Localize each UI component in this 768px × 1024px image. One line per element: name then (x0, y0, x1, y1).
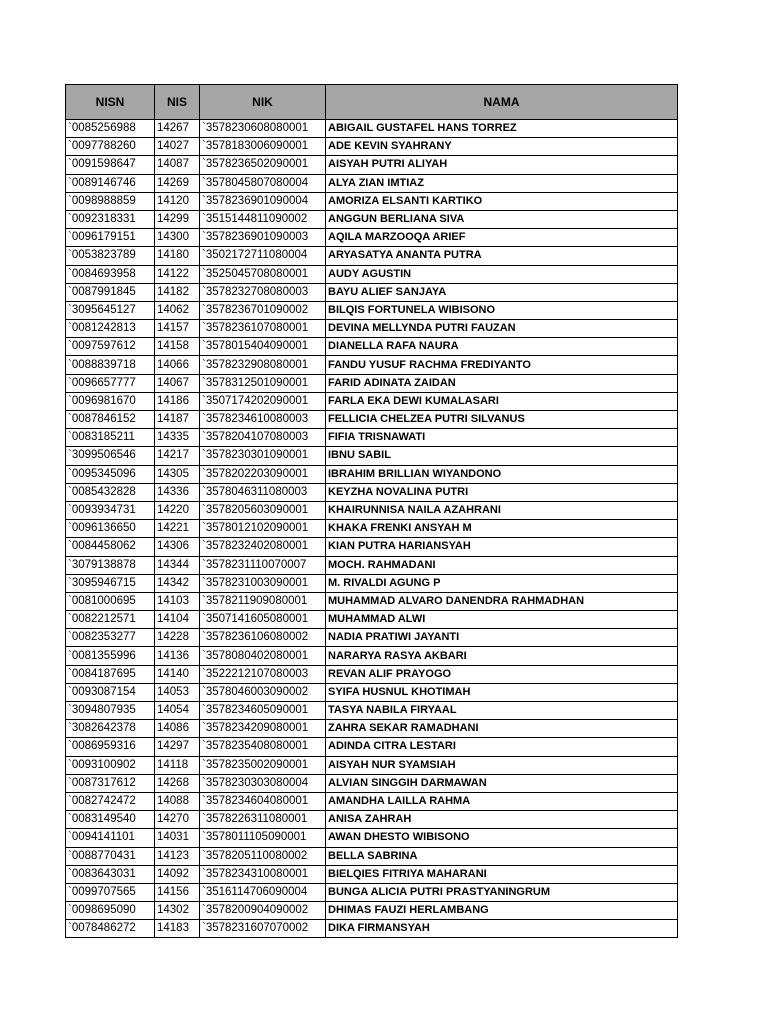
table-row (66, 411, 678, 429)
table-row (66, 556, 678, 574)
cell-nik: `3578236106080002 (200, 629, 326, 647)
cell-nis: 14299 (155, 210, 200, 228)
cell-nis: 14183 (155, 920, 200, 938)
cell-nisn: `0098988859 (66, 192, 155, 210)
table-row (66, 265, 678, 283)
cell-nisn: `0098695090 (66, 902, 155, 920)
cell-nama: BIELQIES FITRIYA MAHARANI (326, 865, 678, 883)
cell-nik: `3522212107080003 (200, 665, 326, 683)
table-row (66, 629, 678, 647)
cell-nik: `3578236701090002 (200, 301, 326, 319)
cell-nis: 14067 (155, 374, 200, 392)
table-header-row (66, 85, 678, 120)
table-row (66, 301, 678, 319)
column-header-nis: NIS (155, 85, 200, 120)
cell-nama: BAYU ALIEF SANJAYA (326, 283, 678, 301)
table-row (66, 792, 678, 810)
cell-nis: 14187 (155, 411, 200, 429)
cell-nis: 14220 (155, 501, 200, 519)
table-row (66, 465, 678, 483)
table-row (66, 483, 678, 501)
cell-nisn: `0095345096 (66, 465, 155, 483)
cell-nisn: `3079138878 (66, 556, 155, 574)
cell-nis: 14302 (155, 902, 200, 920)
cell-nisn: `0083149540 (66, 811, 155, 829)
cell-nis: 14120 (155, 192, 200, 210)
cell-nik: `3578226311080001 (200, 811, 326, 829)
cell-nama: IBRAHIM BRILLIAN WIYANDONO (326, 465, 678, 483)
cell-nama: BUNGA ALICIA PUTRI PRASTYANINGRUM (326, 883, 678, 901)
cell-nis: 14066 (155, 356, 200, 374)
cell-nisn: `0083643031 (66, 865, 155, 883)
cell-nis: 14062 (155, 301, 200, 319)
table-row (66, 902, 678, 920)
table-row (66, 811, 678, 829)
cell-nama: DIKA FIRMANSYAH (326, 920, 678, 938)
cell-nama: NARARYA RASYA AKBARI (326, 647, 678, 665)
cell-nama: AISYAH NUR SYAMSIAH (326, 756, 678, 774)
cell-nis: 14158 (155, 338, 200, 356)
cell-nik: `3578230303080004 (200, 774, 326, 792)
cell-nik: `3578205603090001 (200, 501, 326, 519)
table-row (66, 865, 678, 883)
cell-nama: AMORIZA ELSANTI KARTIKO (326, 192, 678, 210)
table-row (66, 320, 678, 338)
cell-nis: 14268 (155, 774, 200, 792)
table-row (66, 665, 678, 683)
cell-nik: `3578231607070002 (200, 920, 326, 938)
cell-nama: ADE KEVIN SYAHRANY (326, 138, 678, 156)
cell-nik: `3578234310080001 (200, 865, 326, 883)
cell-nik: `3578183006090001 (200, 138, 326, 156)
cell-nama: KHAIRUNNISA NAILA AZAHRANI (326, 501, 678, 519)
cell-nisn: `0096179151 (66, 229, 155, 247)
cell-nisn: `0094141101 (66, 829, 155, 847)
cell-nis: 14053 (155, 683, 200, 701)
table-row (66, 192, 678, 210)
table-row (66, 774, 678, 792)
cell-nisn: `0081000695 (66, 592, 155, 610)
table-row (66, 756, 678, 774)
table-row (66, 574, 678, 592)
cell-nama: MUHAMMAD ALVARO DANENDRA RAHMADHAN (326, 592, 678, 610)
table-row (66, 520, 678, 538)
cell-nik: `3578234605090001 (200, 702, 326, 720)
cell-nik: `3578080402080001 (200, 647, 326, 665)
cell-nik: `3578202203090001 (200, 465, 326, 483)
cell-nisn: `0096657777 (66, 374, 155, 392)
cell-nis: 14086 (155, 720, 200, 738)
cell-nisn: `0097597612 (66, 338, 155, 356)
cell-nisn: `0084187695 (66, 665, 155, 683)
cell-nisn: `3099506546 (66, 447, 155, 465)
cell-nisn: `0053823789 (66, 247, 155, 265)
cell-nisn: `0078486272 (66, 920, 155, 938)
cell-nisn: `0087991845 (66, 283, 155, 301)
cell-nama: IBNU SABIL (326, 447, 678, 465)
cell-nis: 14228 (155, 629, 200, 647)
table-row (66, 829, 678, 847)
cell-nama: DHIMAS FAUZI HERLAMBANG (326, 902, 678, 920)
cell-nik: `3578234209080001 (200, 720, 326, 738)
cell-nisn: `0092318331 (66, 210, 155, 228)
cell-nama: ANGGUN BERLIANA SIVA (326, 210, 678, 228)
cell-nis: 14118 (155, 756, 200, 774)
cell-nama: FANDU YUSUF RACHMA FREDIYANTO (326, 356, 678, 374)
cell-nik: `3507141605080001 (200, 611, 326, 629)
cell-nis: 14122 (155, 265, 200, 283)
cell-nik: `3578234604080001 (200, 792, 326, 810)
cell-nama: SYIFA HUSNUL KHOTIMAH (326, 683, 678, 701)
cell-nisn: `0084458062 (66, 538, 155, 556)
cell-nis: 14140 (155, 665, 200, 683)
cell-nisn: `0083185211 (66, 429, 155, 447)
table-row (66, 720, 678, 738)
cell-nama: AQILA MARZOOQA ARIEF (326, 229, 678, 247)
cell-nama: DEVINA MELLYNDA PUTRI FAUZAN (326, 320, 678, 338)
cell-nik: `3578235408080001 (200, 738, 326, 756)
cell-nik: `3578046311080003 (200, 483, 326, 501)
table-row (66, 356, 678, 374)
cell-nik: `3578312501090001 (200, 374, 326, 392)
cell-nama: MUHAMMAD ALWI (326, 611, 678, 629)
cell-nik: `3578230608080001 (200, 120, 326, 138)
cell-nama: AMANDHA LAILLA RAHMA (326, 792, 678, 810)
cell-nama: KEYZHA NOVALINA PUTRI (326, 483, 678, 501)
cell-nis: 14305 (155, 465, 200, 483)
table-row (66, 847, 678, 865)
table-row (66, 174, 678, 192)
cell-nama: FIFIA TRISNAWATI (326, 429, 678, 447)
table-row (66, 702, 678, 720)
cell-nik: `3578236107080001 (200, 320, 326, 338)
cell-nis: 14342 (155, 574, 200, 592)
cell-nama: AUDY AGUSTIN (326, 265, 678, 283)
cell-nama: NADIA PRATIWI JAYANTI (326, 629, 678, 647)
cell-nisn: `0081242813 (66, 320, 155, 338)
cell-nik: `3578235002090001 (200, 756, 326, 774)
cell-nama: ZAHRA SEKAR RAMADHANI (326, 720, 678, 738)
cell-nisn: `3082642378 (66, 720, 155, 738)
cell-nama: FELLICIA CHELZEA PUTRI SILVANUS (326, 411, 678, 429)
table-row (66, 374, 678, 392)
cell-nis: 14092 (155, 865, 200, 883)
cell-nik: `3515144811090002 (200, 210, 326, 228)
table-body (66, 120, 678, 938)
cell-nis: 14123 (155, 847, 200, 865)
cell-nis: 14180 (155, 247, 200, 265)
cell-nisn: `0082212571 (66, 611, 155, 629)
cell-nik: `3578012102090001 (200, 520, 326, 538)
cell-nisn: `0081355996 (66, 647, 155, 665)
table-row (66, 138, 678, 156)
cell-nama: BELLA SABRINA (326, 847, 678, 865)
table-row (66, 156, 678, 174)
table-row (66, 647, 678, 665)
cell-nik: `3525045708080001 (200, 265, 326, 283)
cell-nama: ALVIAN SINGGIH DARMAWAN (326, 774, 678, 792)
table-row (66, 210, 678, 228)
cell-nis: 14103 (155, 592, 200, 610)
cell-nis: 14054 (155, 702, 200, 720)
cell-nis: 14027 (155, 138, 200, 156)
table-row (66, 738, 678, 756)
cell-nama: MOCH. RAHMADANI (326, 556, 678, 574)
column-header-nisn: NISN (66, 85, 155, 120)
cell-nik: `3578045807080004 (200, 174, 326, 192)
cell-nis: 14269 (155, 174, 200, 192)
cell-nisn: `0093934731 (66, 501, 155, 519)
cell-nisn: `0085432828 (66, 483, 155, 501)
cell-nisn: `0089146746 (66, 174, 155, 192)
cell-nisn: `0099707565 (66, 883, 155, 901)
cell-nama: TASYA NABILA FIRYAAL (326, 702, 678, 720)
cell-nis: 14031 (155, 829, 200, 847)
cell-nik: `3578211909080001 (200, 592, 326, 610)
cell-nik: `3502172711080004 (200, 247, 326, 265)
cell-nama: KIAN PUTRA HARIANSYAH (326, 538, 678, 556)
student-roster-sheet (65, 84, 678, 938)
cell-nama: ABIGAIL GUSTAFEL HANS TORREZ (326, 120, 678, 138)
cell-nisn: `0084693958 (66, 265, 155, 283)
cell-nis: 14087 (155, 156, 200, 174)
cell-nisn: `0093087154 (66, 683, 155, 701)
cell-nis: 14221 (155, 520, 200, 538)
cell-nik: `3578011105090001 (200, 829, 326, 847)
cell-nik: `3578232402080001 (200, 538, 326, 556)
table-row (66, 447, 678, 465)
table-row (66, 120, 678, 138)
table-row (66, 883, 678, 901)
cell-nik: `3578236901090004 (200, 192, 326, 210)
cell-nis: 14186 (155, 392, 200, 410)
cell-nama: BILQIS FORTUNELA WIBISONO (326, 301, 678, 319)
table-row (66, 592, 678, 610)
cell-nik: `3507174202090001 (200, 392, 326, 410)
cell-nik: `3578236502090001 (200, 156, 326, 174)
cell-nisn: `3095645127 (66, 301, 155, 319)
cell-nis: 14217 (155, 447, 200, 465)
table-row (66, 683, 678, 701)
table-row (66, 501, 678, 519)
table-row (66, 429, 678, 447)
cell-nik: `3578015404090001 (200, 338, 326, 356)
cell-nis: 14335 (155, 429, 200, 447)
table-row (66, 229, 678, 247)
table-row (66, 338, 678, 356)
cell-nik: `3578205110080002 (200, 847, 326, 865)
cell-nis: 14088 (155, 792, 200, 810)
cell-nik: `3578200904090002 (200, 902, 326, 920)
cell-nis: 14156 (155, 883, 200, 901)
cell-nama: M. RIVALDI AGUNG P (326, 574, 678, 592)
table-row (66, 538, 678, 556)
cell-nisn: `3095946715 (66, 574, 155, 592)
cell-nis: 14136 (155, 647, 200, 665)
cell-nisn: `0088770431 (66, 847, 155, 865)
cell-nis: 14300 (155, 229, 200, 247)
cell-nisn: `0082742472 (66, 792, 155, 810)
cell-nik: `3578230301090001 (200, 447, 326, 465)
cell-nik: `3578231110070007 (200, 556, 326, 574)
cell-nik: `3578046003090002 (200, 683, 326, 701)
cell-nisn: `0097788260 (66, 138, 155, 156)
cell-nis: 14182 (155, 283, 200, 301)
cell-nik: `3578231003090001 (200, 574, 326, 592)
cell-nisn: `0082353277 (66, 629, 155, 647)
cell-nisn: `0096981670 (66, 392, 155, 410)
cell-nama: FARLA EKA DEWI KUMALASARI (326, 392, 678, 410)
cell-nik: `3578234610080003 (200, 411, 326, 429)
column-header-nama: NAMA (326, 85, 678, 120)
cell-nik: `3578204107080003 (200, 429, 326, 447)
cell-nisn: `0088839718 (66, 356, 155, 374)
table-row (66, 611, 678, 629)
cell-nik: `3578236901090003 (200, 229, 326, 247)
table-row (66, 283, 678, 301)
cell-nama: FARID ADINATA ZAIDAN (326, 374, 678, 392)
cell-nama: ARYASATYA ANANTA PUTRA (326, 247, 678, 265)
cell-nisn: `0087317612 (66, 774, 155, 792)
cell-nis: 14306 (155, 538, 200, 556)
cell-nis: 14157 (155, 320, 200, 338)
table-row (66, 392, 678, 410)
cell-nisn: `0087846152 (66, 411, 155, 429)
cell-nama: REVAN ALIF PRAYOGO (326, 665, 678, 683)
table-row (66, 920, 678, 938)
cell-nis: 14297 (155, 738, 200, 756)
cell-nama: ALYA ZIAN IMTIAZ (326, 174, 678, 192)
cell-nis: 14344 (155, 556, 200, 574)
student-roster-table (65, 84, 678, 938)
cell-nama: AWAN DHESTO WIBISONO (326, 829, 678, 847)
cell-nis: 14270 (155, 811, 200, 829)
column-header-nik: NIK (200, 85, 326, 120)
cell-nik: `3578232908080001 (200, 356, 326, 374)
cell-nisn: `0091598647 (66, 156, 155, 174)
cell-nama: AISYAH PUTRI ALIYAH (326, 156, 678, 174)
cell-nis: 14267 (155, 120, 200, 138)
cell-nisn: `0093100902 (66, 756, 155, 774)
cell-nisn: `0096136650 (66, 520, 155, 538)
cell-nik: `3578232708080003 (200, 283, 326, 301)
table-row (66, 247, 678, 265)
cell-nisn: `0086959316 (66, 738, 155, 756)
cell-nama: ANISA ZAHRAH (326, 811, 678, 829)
cell-nisn: `3094807935 (66, 702, 155, 720)
cell-nama: ADINDA CITRA LESTARI (326, 738, 678, 756)
cell-nis: 14104 (155, 611, 200, 629)
cell-nama: KHAKA FRENKI ANSYAH M (326, 520, 678, 538)
cell-nik: `3516114706090004 (200, 883, 326, 901)
cell-nis: 14336 (155, 483, 200, 501)
cell-nama: DIANELLA RAFA NAURA (326, 338, 678, 356)
cell-nisn: `0085256988 (66, 120, 155, 138)
